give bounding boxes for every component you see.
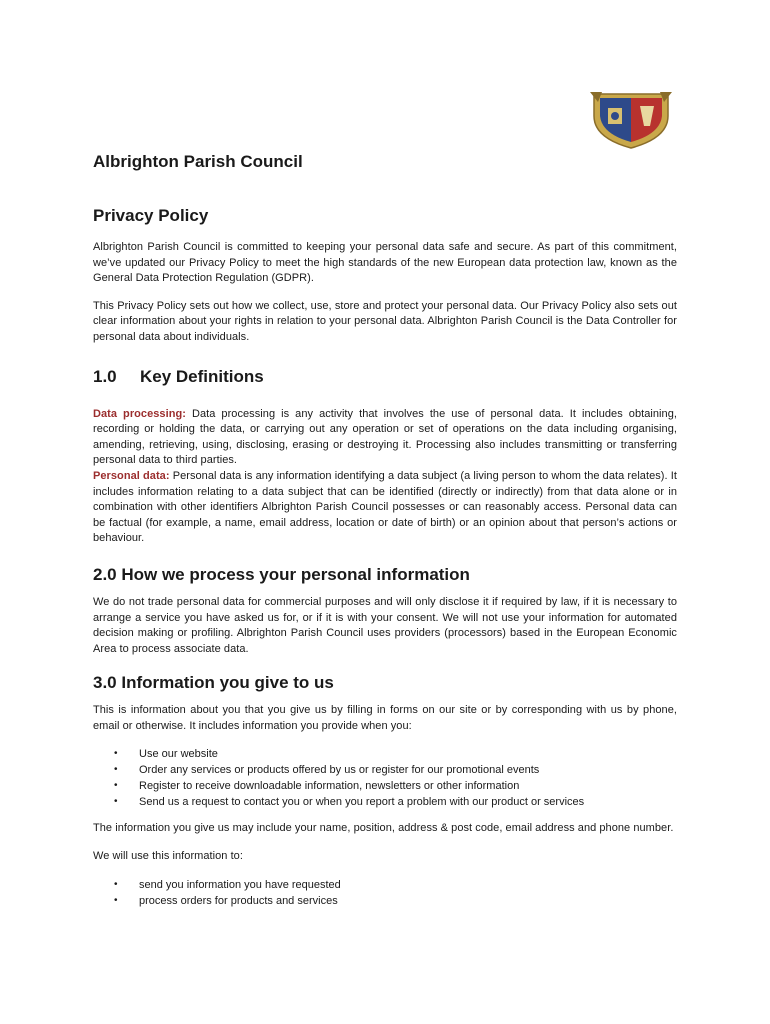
privacy-policy-heading: Privacy Policy	[93, 206, 209, 225]
use-info-intro: We will use this information to:	[93, 850, 243, 863]
provide-when-list	[93, 746, 677, 810]
list-item: • Send us a request to contact you or when you report a problem with our product or services	[114, 796, 585, 809]
section-2-heading: 2.0 How we process your personal information	[93, 564, 470, 584]
list-item: • process orders for products and services	[114, 894, 338, 907]
council-crest-icon	[588, 88, 674, 150]
bullet-icon: •	[114, 878, 118, 890]
section-3-body: This is information about you that you give us by filling in forms on our site or by corresponding with us by phone, email or otherwise. It includes information you provide when you:	[93, 704, 677, 732]
section-2-body: We do not trade personal data for commercial purposes and will only disclose it if required by law, if it is necessary to arrange a service you have asked us for, or if it is with your consent. We will not use your information for automated decision making or profiling. Albrighton Parish Council uses providers (processors) based in the European Economic Area to process associate data.	[93, 595, 677, 655]
council-name-heading: Albrighton Parish Council	[93, 152, 303, 171]
bullet-icon: •	[114, 796, 118, 808]
document-content	[93, 150, 677, 909]
definition-term-personal-data: Personal data:	[93, 469, 170, 482]
definition-text-personal-data: Personal data is any information identifying a data subject (a living person to whom the data relates). It includes information relating to a data subject that can be identified (directly or indirectly) from that data alone or in combination with other identifiers Albrighton Parish Council possesses or can reasonably access. Personal data can be factual (for example, a name, email address, location or date of birth) or an opinion about that person’s actions or behaviour.	[93, 469, 677, 545]
bullet-icon: •	[114, 894, 118, 906]
list-item: • Use our website	[114, 748, 218, 761]
bullet-icon: •	[114, 748, 118, 760]
intro-paragraph-2: This Privacy Policy sets out how we collect, use, store and protect your personal data. Our Privacy Policy also sets out clear information about your rights in relation to your personal data. Albrighton Parish Council is the Data Controller for personal data about individuals.	[93, 299, 677, 343]
bullet-icon: •	[114, 780, 118, 792]
definition-data-processing	[93, 407, 677, 469]
definition-personal-data	[93, 469, 677, 547]
definition-term-data-processing: Data processing:	[93, 407, 186, 420]
intro-paragraph-1: Albrighton Parish Council is committed to keeping your personal data safe and secure. As part of this commitment, we’ve updated our Privacy Policy to meet the high standards of the new European data protection law, known as the General Data Protection Regulation (GDPR).	[93, 241, 677, 285]
section-1-number: 1.0	[93, 366, 117, 386]
section-3-heading: 3.0 Information you give to us	[93, 673, 334, 693]
list-item: • Order any services or products offered by us or register for our promotional events	[114, 764, 540, 777]
use-info-list	[93, 877, 677, 909]
info-may-include-paragraph: The information you give us may include your name, position, address & post code, email address and phone number.	[93, 822, 674, 835]
list-item: • Register to receive downloadable information, newsletters or other information	[114, 780, 520, 793]
section-1-title: Key Definitions	[140, 366, 264, 386]
section-1-heading	[93, 365, 677, 389]
definition-text-data-processing: Data processing is any activity that involves the use of personal data. It includes obtaining, recording or holding the data, or carrying out any operation or set of operations on the data including organising, amending, retrieving, using, disclosing, erasing or destroying it. Processing also includes transmitting or transferring personal data to third parties.	[93, 407, 677, 467]
list-item: • send you information you have requested	[114, 878, 341, 891]
bullet-icon: •	[114, 764, 118, 776]
